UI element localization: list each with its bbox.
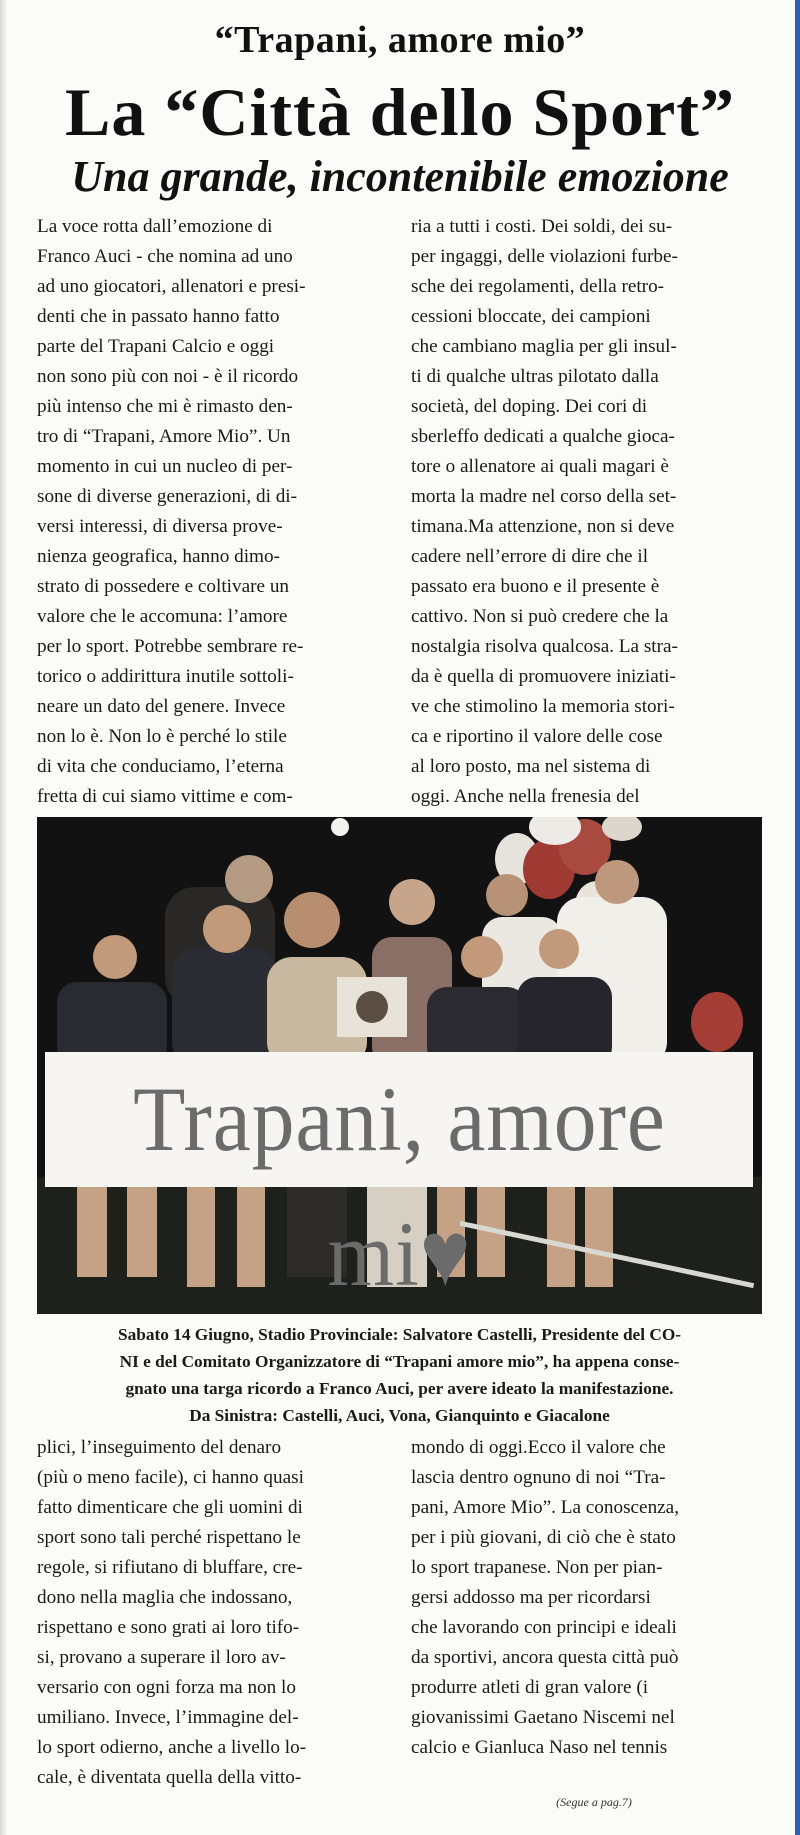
- article-headline: La “Città dello Sport”: [65, 74, 735, 150]
- text-column-bottom-right: [411, 1433, 746, 1763]
- event-photo: [37, 817, 762, 1314]
- caption-line: NI e del Comitato Organizzatore di “Trapani amore mio”, ha appena conse-: [119, 1352, 680, 1371]
- text-column-top-left: [37, 212, 372, 812]
- article-kicker: “Trapani, amore mio”: [214, 19, 586, 61]
- text-column-top-right: [411, 212, 746, 812]
- page-edge-stripe: [795, 0, 800, 1835]
- continued-note: (Segue a pag.7): [556, 1795, 632, 1809]
- text-column-bottom-left: [37, 1433, 372, 1793]
- paragraph: ria a tutti i costi. Dei soldi, dei su- per ingaggi, delle violazioni furbe- sche dei regolamenti, della retro- cessioni bloccate, dei campioni che cambiano maglia per gli insul- ti di qualche ultras pilotato dalla società, del doping. Dei cori di sberleffo dedicati a qualche gioca- tore o allenatore ai quali magari è morta la madre nel corso della set- timana.Ma attenzione, non si deve cadere nell’errore di dire che il passato era buono e il presente è cattivo. Non si può credere che la nostalgia risolva qualcosa. La stra- da è quella di promuovere iniziati- ve che stimolino la memoria stori- ca e riportino il valore delle cose al loro posto, ma nel sistema di oggi. Anche nella frenesia del: [411, 216, 678, 807]
- page-edge-shadow: [0, 0, 6, 1835]
- caption-line: Da Sinistra: Castelli, Auci, Vona, Gianquinto e Giacalone: [189, 1406, 610, 1425]
- photo-caption: [37, 1321, 762, 1429]
- paragraph: plici, l’inseguimento del denaro (più o meno facile), ci hanno quasi fatto dimenticare che gli uomini di sport sono tali perché rispettano le regole, si rifiutano di bluffare, cre- dono nella maglia che indossano, rispettano e sono grati ai loro tifo- si, provano a superare il loro av- versario con ogni forza ma non lo umiliano. Invece, l’immagine del- lo sport odierno, anche a livello lo- cale, è diventata quella della vitto-: [37, 1437, 307, 1788]
- caption-line: Sabato 14 Giugno, Stadio Provinciale: Salvatore Castelli, Presidente del CO-: [117, 1325, 682, 1344]
- caption-line: gnato una targa ricordo a Franco Auci, per avere ideato la manifestazione.: [125, 1379, 674, 1398]
- paragraph: mondo di oggi.Ecco il valore che lascia dentro ognuno di noi “Tra- pani, Amore Mio”. La conoscenza, per i più giovani, di ciò che è stato lo sport trapanese. Non per pian- gersi addosso ma per ricordarsi che lavorando con principi e ideali da sportivi, ancora questa città può produrre atleti di gran valore (i giovanissimi Gaetano Niscemi nel calcio e Gianluca Naso nel tennis: [411, 1437, 679, 1758]
- article-subhead: Una grande, incontenibile emozione: [71, 152, 729, 201]
- banner-text: Trapani, amore mi♥: [133, 1068, 666, 1305]
- paragraph: La voce rotta dall’emozione di Franco Auci - che nomina ad uno ad uno giocatori, allenatori e presi- denti che in passato hanno fatto parte del Trapani Calcio e oggi non sono più con noi - è il ricordo più intenso che mi è rimasto den- tro di “Trapani, Amore Mio”. Un momento in cui un nucleo di per- sone di diverse generazioni, di di- versi interessi, di diversa prove- nienza geografica, hanno dimo- strato di possedere e coltivare un valore che le accomuna: l’amore per lo sport. Potrebbe sembrare re- torico o addirittura inutile sottoli- neare un dato del genere. Invece non lo è. Non lo è perché lo stile di vita che conduciamo, l’eterna fretta di cui siamo vittime e com-: [37, 216, 306, 807]
